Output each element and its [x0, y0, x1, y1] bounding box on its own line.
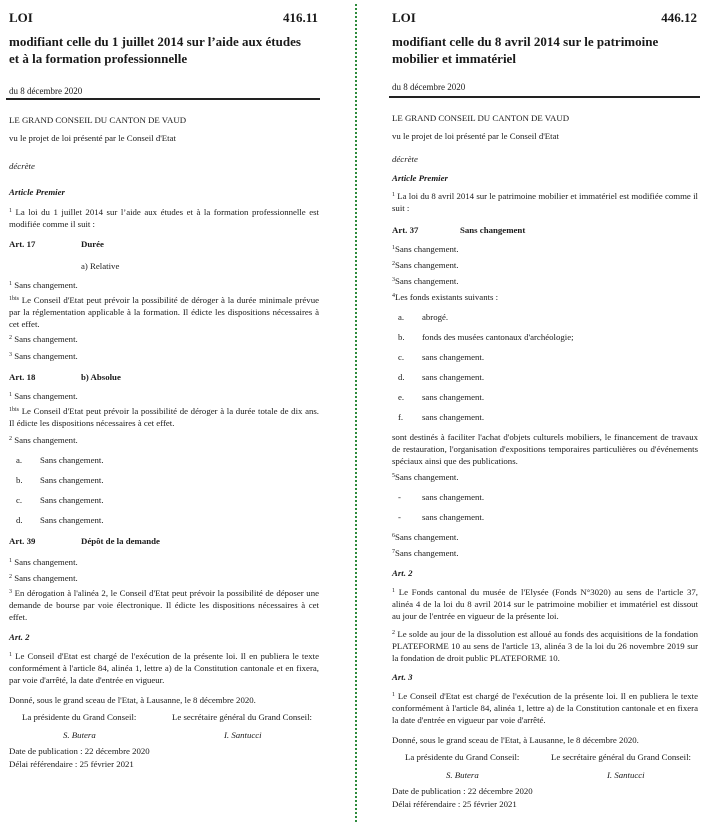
article-premier-heading: Article Premier: [392, 173, 448, 183]
law-number: 416.11: [282, 10, 318, 25]
list-item: sans changement.: [422, 412, 485, 422]
vu-line: vu le projet de loi présenté par le Conseil d'Etat: [392, 131, 559, 141]
paragraph: $^5$Sans changement.: [392, 472, 459, 482]
law-date: du 8 décembre 2020: [9, 86, 83, 96]
art39-number: Art. 39: [9, 536, 36, 546]
list-item: sans changement.: [422, 372, 485, 382]
paragraph: $^7$Sans changement.: [392, 548, 459, 558]
signatory-name: I. Santucci: [224, 730, 262, 740]
signatory-name: I. Santucci: [607, 770, 645, 780]
referendum-deadline: Délai référendaire : 25 février 2021: [392, 799, 517, 809]
paragraph: $^{1bis}$ Le Conseil d'Etat peut prévoir la possibilité de déroger à la durée minimale prévue par la réglementation applicable à la formation. Il édicte les dispositions nécessaires à cet effet.: [9, 295, 319, 330]
signatory-name: S. Butera: [63, 730, 96, 740]
art39-title: Dépôt de la demande: [81, 536, 160, 546]
paragraph: $^2$ Le solde au jour de la dissolution est alloué au fonds des acquisitions de la fondation PLATEFORME 10 au sens de l'article 13, alinéa 3 de la loi du 26 novembre 2019 sur la fondation de droit public PLATEFORME 10.: [392, 629, 698, 664]
law-label: LOI: [392, 10, 416, 25]
list-item: sans changement.: [422, 352, 485, 362]
list-item: sans changement.: [422, 392, 485, 402]
list-item: Sans changement.: [40, 475, 104, 485]
list-marker: a.: [398, 312, 405, 322]
article-premier-heading: Article Premier: [9, 187, 65, 197]
art2-heading: Art. 2: [392, 568, 413, 578]
signatory-role: Le secrétaire général du Grand Conseil:: [551, 752, 691, 762]
list-item: Sans changement.: [40, 495, 104, 505]
art37-title: Sans changement: [460, 225, 526, 235]
paragraph: $^3$ En dérogation à l'alinéa 2, le Conseil d'Etat peut prévoir la possibilité de déposer une demande de bourse par voie électronique. Il édicte les dispositions nécessaires à cet effet.: [9, 588, 320, 623]
signatory-role: La présidente du Grand Conseil:: [405, 752, 520, 762]
intro-paragraph: $^1$ La loi du 1 juillet 2014 sur l’aide aux études et à la formation professionnelle est modifiée comme il suit :: [9, 207, 320, 230]
art18-number: Art. 18: [9, 372, 36, 382]
paragraph: $^{1bis}$ Le Conseil d'Etat peut prévoir la possibilité de déroger à la durée totale de dix ans. Il édicte les dispositions nécessaires à cet effet.: [9, 406, 319, 429]
list-item: fonds des musées cantonaux d'archéologie;: [422, 332, 574, 342]
intro-paragraph: $^1$ La loi du 8 avril 2014 sur le patrimoine mobilier et immatériel est modifiée comme il suit :: [392, 191, 698, 214]
paragraph: $^6$Sans changement.: [392, 532, 459, 542]
vu-line: vu le projet de loi présenté par le Conseil d'Etat: [9, 133, 176, 143]
art17-number: Art. 17: [9, 239, 36, 249]
council-heading: LE GRAND CONSEIL DU CANTON DE VAUD: [9, 115, 187, 125]
list-marker: -: [398, 492, 401, 502]
paragraph: $^1$ Sans changement.: [9, 280, 78, 290]
header-rule: [6, 98, 320, 100]
paragraph: $^1$ Le Fonds cantonal du musée de l'Elysée (Fonds N°3020) au sens de l'article 37, alinéa 4 de la loi du 8 avril 2014 sur le patrimoine mobilier et immatériel est dissout au jour de l'entrée en vigueur de la présente loi.: [392, 587, 698, 622]
signatory-role: La présidente du Grand Conseil:: [22, 712, 137, 722]
art3-heading: Art. 3: [392, 672, 413, 682]
council-heading: LE GRAND CONSEIL DU CANTON DE VAUD: [392, 113, 570, 123]
list-marker: c.: [398, 352, 405, 362]
signatory-name: S. Butera: [446, 770, 479, 780]
list-marker: a.: [16, 455, 23, 465]
art17-title: Durée: [81, 239, 104, 249]
list-item: abrogé.: [422, 312, 449, 322]
paragraph: $^2$ Sans changement.: [9, 573, 78, 583]
list-marker: d.: [398, 372, 405, 382]
list-marker: b.: [398, 332, 405, 342]
list-marker: c.: [16, 495, 23, 505]
decrete-line: décrète: [9, 161, 35, 171]
law-number: 446.12: [661, 10, 697, 25]
header-rule: [389, 96, 700, 98]
list-marker: b.: [16, 475, 23, 485]
paragraph: $^2$ Sans changement.: [9, 334, 78, 344]
list-marker: d.: [16, 515, 23, 525]
list-marker: e.: [398, 392, 405, 402]
publication-date: Date de publication : 22 décembre 2020: [9, 746, 150, 756]
paragraph: $^1$Sans changement.: [392, 244, 459, 254]
list-item: Sans changement.: [40, 515, 104, 525]
art17-subtitle: a) Relative: [81, 261, 120, 271]
donne-line: Donné, sous le grand sceau de l'Etat, à Lausanne, le 8 décembre 2020.: [392, 735, 639, 745]
publication-date: Date de publication : 22 décembre 2020: [392, 786, 533, 796]
paragraph: sont destinés à faciliter l'achat d'objets culturels mobiliers, le financement de travaux de restauration, l'organisation d'expositions temporaires particulières ou d'événements spéciaux ainsi que des publications.: [392, 432, 698, 467]
list-item: sans changement.: [422, 512, 485, 522]
column-divider: [355, 4, 357, 822]
paragraph: $^1$ Le Conseil d'Etat est chargé de l'exécution de la présente loi. Il en publiera le texte conformément à l'article 84, alinéa 1, lettre a) de la Constitution cantonale et en fixera la date d'entrée en vigueur par voie d'arrêté.: [392, 691, 698, 726]
list-item: Sans changement.: [40, 455, 104, 465]
paragraph: $^1$ Sans changement.: [9, 557, 78, 567]
referendum-deadline: Délai référendaire : 25 février 2021: [9, 759, 134, 769]
paragraph: $^2$ Sans changement.: [9, 435, 78, 445]
list-marker: -: [398, 512, 401, 522]
art2-heading: Art. 2: [9, 632, 30, 642]
signatory-role: Le secrétaire général du Grand Conseil:: [172, 712, 312, 722]
list-marker: f.: [398, 412, 404, 422]
art18-title: b) Absolue: [81, 372, 121, 382]
paragraph: $^1$ Sans changement.: [9, 391, 78, 401]
paragraph: $^3$Sans changement.: [392, 276, 459, 286]
list-item: sans changement.: [422, 492, 485, 502]
law-title: modifiant celle du 1 juillet 2014 sur l’aide aux études et à la formation professionnelle: [9, 34, 301, 66]
law-label: LOI: [9, 10, 33, 25]
paragraph: $^4$Les fonds existants suivants :: [392, 292, 499, 302]
donne-line: Donné, sous le grand sceau de l'Etat, à Lausanne, le 8 décembre 2020.: [9, 695, 256, 705]
paragraph: $^2$Sans changement.: [392, 260, 459, 270]
paragraph: $^3$ Sans changement.: [9, 351, 78, 361]
paragraph: $^1$ Le Conseil d'Etat est chargé de l'exécution de la présente loi. Il en publiera le texte conformément à l'article 84, alinéa 1, lettre a) de la Constitution cantonale et en fixera, par voie d'arrêté, la date d'entrée en vigueur.: [9, 651, 319, 686]
law-title: modifiant celle du 8 avril 2014 sur le patrimoine mobilier et immatériel: [392, 34, 659, 66]
art37-number: Art. 37: [392, 225, 419, 235]
law-date: du 8 décembre 2020: [392, 82, 466, 92]
decrete-line: décrète: [392, 154, 418, 164]
